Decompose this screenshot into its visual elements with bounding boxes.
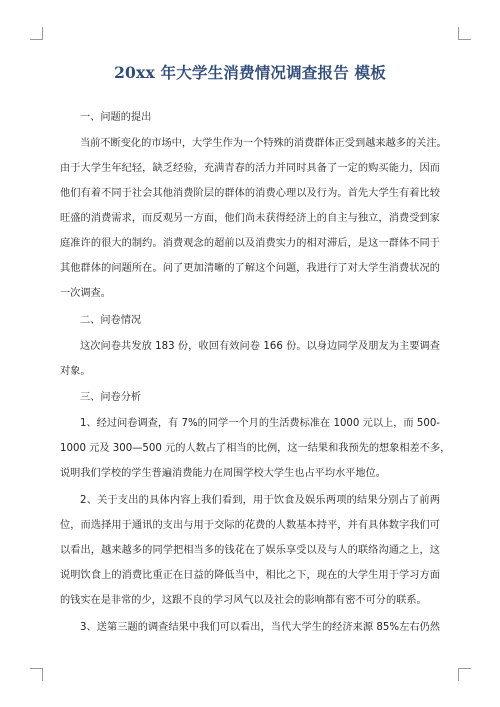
section-heading-3: 三、问卷分析 [80, 392, 142, 403]
crop-mark-bottom-left [30, 668, 43, 681]
crop-mark-top-right [458, 27, 471, 40]
paragraph-line: 3、送第三题的调查结果中我们可以看出，当代大学生的经济来源 85%左右仍然 [80, 622, 440, 633]
paragraph-line: 说明我们学校的学生普遍消费能力在周围学校大学生也占平均水平地位。 [60, 468, 386, 479]
paragraph-line: 说明饮食上的消费比重正在日益的降低当中，相比之下，现在的大学生用于学习方面 [60, 570, 440, 581]
paragraph-line: 的钱实在是非常的少，这跟不良的学习风气以及社会的影响都有密不可分的联系。 [60, 595, 427, 606]
paragraph-line: 他们有着不同于社会其他消费阶层的群体的消费心理以及行为。首先大学生有着比较 [60, 188, 440, 199]
paragraph-line: 由于大学生年纪轻，缺乏经验，充满青春的活力并同时具备了一定的购买能力，因而 [60, 163, 440, 174]
paragraph-line: 2、关于支出的具体内容上我们看到，用于饮食及娱乐两项的结果分别占了前两 [80, 495, 440, 506]
section-heading-2: 二、问卷情况 [80, 315, 142, 326]
paragraph-line: 这次问卷共发放 183 份，收回有效问卷 166 份。以身边同学及朋友为主要调查 [80, 341, 440, 352]
section-heading-1: 一、问题的提出 [80, 112, 152, 123]
paragraph-line: 以看出，越来越多的同学把相当多的钱花在了娱乐享受以及与人的联络沟通之上，这 [60, 545, 440, 556]
paragraph-line: 一次调查。 [60, 288, 111, 299]
document-title: 20xx 年大学生消费情况调查报告 模板 [114, 63, 386, 82]
crop-mark-bottom-right [458, 668, 471, 681]
paragraph-line: 当前不断变化的市场中，大学生作为一个特殊的消费群体正受到越来越多的关注。 [80, 138, 447, 149]
paragraph-line: 1000 元及 300—500 元的人数占了相当的比例，这一结果和我预先的想象相差不多， [60, 443, 451, 454]
crop-mark-top-left [30, 27, 43, 40]
paragraph-line: 旺盛的消费需求，而反观另一方面，他们尚未获得经济上的自主与独立，消费受到家 [60, 213, 440, 224]
paragraph-line: 位，而选择用于通讯的支出与用于交际的花费的人数基本持平，并有具体数字我们可 [60, 520, 440, 531]
paragraph-line: 其他群体的问题所在。问了更加清晰的了解这个问题，我进行了对大学生消费状况的 [60, 263, 440, 274]
paragraph-line: 对象。 [60, 366, 91, 377]
paragraph-line: 1、经过问卷调查，有 7%的同学一个月的生活费标准在 1000 元以上，而 500- [80, 418, 440, 429]
paragraph-line: 庭准许的很大的制约。消费观念的超前以及消费实力的相对滞后，是这一群体不同于 [60, 238, 440, 249]
